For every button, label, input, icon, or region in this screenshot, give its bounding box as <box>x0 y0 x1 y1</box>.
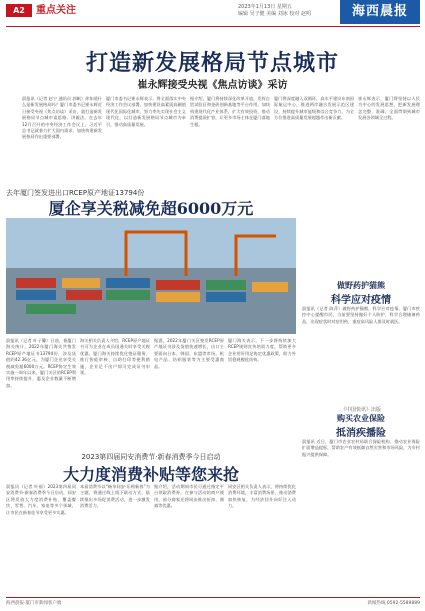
story2-col-2: 海关相关负责人介绍，RCEP原产地证书可为企业在成员国通关时享受关税优惠，厦门海关持续优化签证服务，推行智能审核、自助打印等便利措施，企业足不出户即可完成证书申领。 <box>80 338 150 376</box>
newspaper-logo: 海西晨报 <box>340 0 420 24</box>
port-photo <box>6 218 296 334</box>
lead-col-4: 厦门将深度融入双循环，高水平建设东南国际航运中心，推进两岸融合发展示范区建设，持续提升城市能级和综合竞争力，为全方位推进高质量发展超越作出新贡献。 <box>274 96 354 121</box>
lead-subhead: 崔永辉接受央视《焦点访谈》采访 <box>137 80 288 91</box>
story2-col-4: 厦门海关表示，下一步将持续加大RCEP规则宣传培训力度，帮助更多企业用好用足协定优惠政策，助力外贸稳规模优结构。 <box>228 338 296 363</box>
story2-col-1: 晨报讯（记者 叶子馨）日前，据厦门海关统计，2022年厦门海关共签发RCEP原产地证书13794份，涉及货值约42.36亿元，为厦门企业享受关税减免超6000万元。RCEP协定生效实施一周年以来，厦门关区的RCEP利用率持续提升，惠及企业数量不断增加。 <box>6 338 76 388</box>
header-rule <box>6 26 420 27</box>
sidebar-title-1: 做野药护猫熊 <box>337 280 385 290</box>
lead-col-2: 厦门市委书记崔永辉表示，将全面落实中央经济工作会议部署，加快建设高素质高颜值现代化国际化城市，努力率先实现社会主义现代化，以打造新发展格局节点城市为牵引，推动高质量发展。 <box>106 96 186 127</box>
section-name: 重点关注 <box>36 5 76 16</box>
story3-col-3: 据介绍，活动期间市民可通过指定平台领取消费券，在参与活动的商户使用，部分商家还将同步推出折扣、满减等优惠。 <box>154 484 224 509</box>
story2-kicker: 去年厦门签发进出口RCEP原产地证13794份 <box>6 189 145 197</box>
story3-col-1: 晨报讯（记者 叶丽）2023第四届同安消费节·新春消费季今日启动，同安区将发放大力度消费补贴，覆盖餐饮、零售、汽车、家电等多个领域，让市民在新春佳节享受更多实惠。 <box>6 484 76 515</box>
page-number-tag: A2 <box>6 4 32 17</box>
sidebar <box>302 280 420 535</box>
story3-col-2: 本届消费节以“畅享同安·乐购新春”为主题，将通过线上线下联动方式，陆续推出多场促消费活动，进一步激发消费活力。 <box>80 484 150 509</box>
lead-col-5: 崔永辉表示，厦门将坚持以人民为中心的发展思想，把新发展理念完整、准确、全面贯彻到城市发展各领域全过程。 <box>358 96 420 121</box>
footer-right: 新闻热线 0592-5589889 <box>367 601 420 606</box>
lead-col-3: 据介绍，厦门将持续深化改革开放，发挥自贸试验区和金砖创新基地等平台作用，加快构建现代化产业体系，扩大有效投资，推动消费提质扩容，让更多市场主体在厦门落地生根。 <box>190 96 270 127</box>
story2-headline: 厦企享关税减免超6000万元 <box>48 199 254 218</box>
sidebar-text-1: 晨报讯（记者 陈萍）做野药护猫熊，科学应对疫情。厦门市疾控中心提醒市民，当前要坚持做好个人防护，科学合理储备药品，出现症状时对症用药，重症高风险人群及时就医。 <box>302 306 420 324</box>
page-header <box>0 0 425 36</box>
story3-kicker: 2023第四届同安消费节·新春消费季今日启动 <box>81 453 221 461</box>
page-footer <box>6 600 420 606</box>
sidebar-title-2: 科学应对疫情 <box>331 295 391 306</box>
date-line: 2023年1月13日 星期五 编辑 吴子健 美编 刘冰 校对 赵明 <box>238 4 311 17</box>
sidebar-title-3: 购买农业保险 <box>337 413 385 423</box>
story3-headline: 大力度消费补贴等您来抢 <box>62 465 239 484</box>
sidebar-small-label: 《中国快讯》出版 <box>340 407 381 413</box>
sidebar-text-2: 晨报讯 近日，厦门市农业农村局联合保险机构，推动农业保险扩面增品提标，帮助农户有效抵御自然灾害和市场风险，为乡村振兴提供保障。 <box>302 439 420 457</box>
lead-headline: 打造新发展格局节点城市 <box>85 50 339 76</box>
story3-col-4: 同安区相关负责人表示，将持续优化消费环境，丰富消费场景，推动消费加快恢复，为经济回升向好注入动力。 <box>228 484 296 509</box>
sidebar-title-4: 抵消疾播险 <box>336 428 386 439</box>
footer-rule <box>6 597 420 598</box>
container-port-illustration <box>6 218 296 334</box>
footer-left: 海西晨报·厦门市新闻客户端 <box>6 601 62 606</box>
story2-col-3: 据悉，2022年厦门关区签发RCEP原产地证书涉及货值快速增长，出口主要面向日本、韩国、东盟等市场，机电产品、纺织服装等为主要受惠商品。 <box>154 338 224 369</box>
lead-col-1: 晨报讯（记者 赵宁 通讯员 郭帆）你知道什么是新发展格局吗？厦门市委书记崔永辉近日接受央视《焦点访谈》采访，就打造新发展格局节点城市谈思路、讲做法。在去年12月召开的中央经济工作会议上，习近平总书记就着力扩大国内需求、加快构建新发展格局作出重要部署。 <box>22 96 102 140</box>
